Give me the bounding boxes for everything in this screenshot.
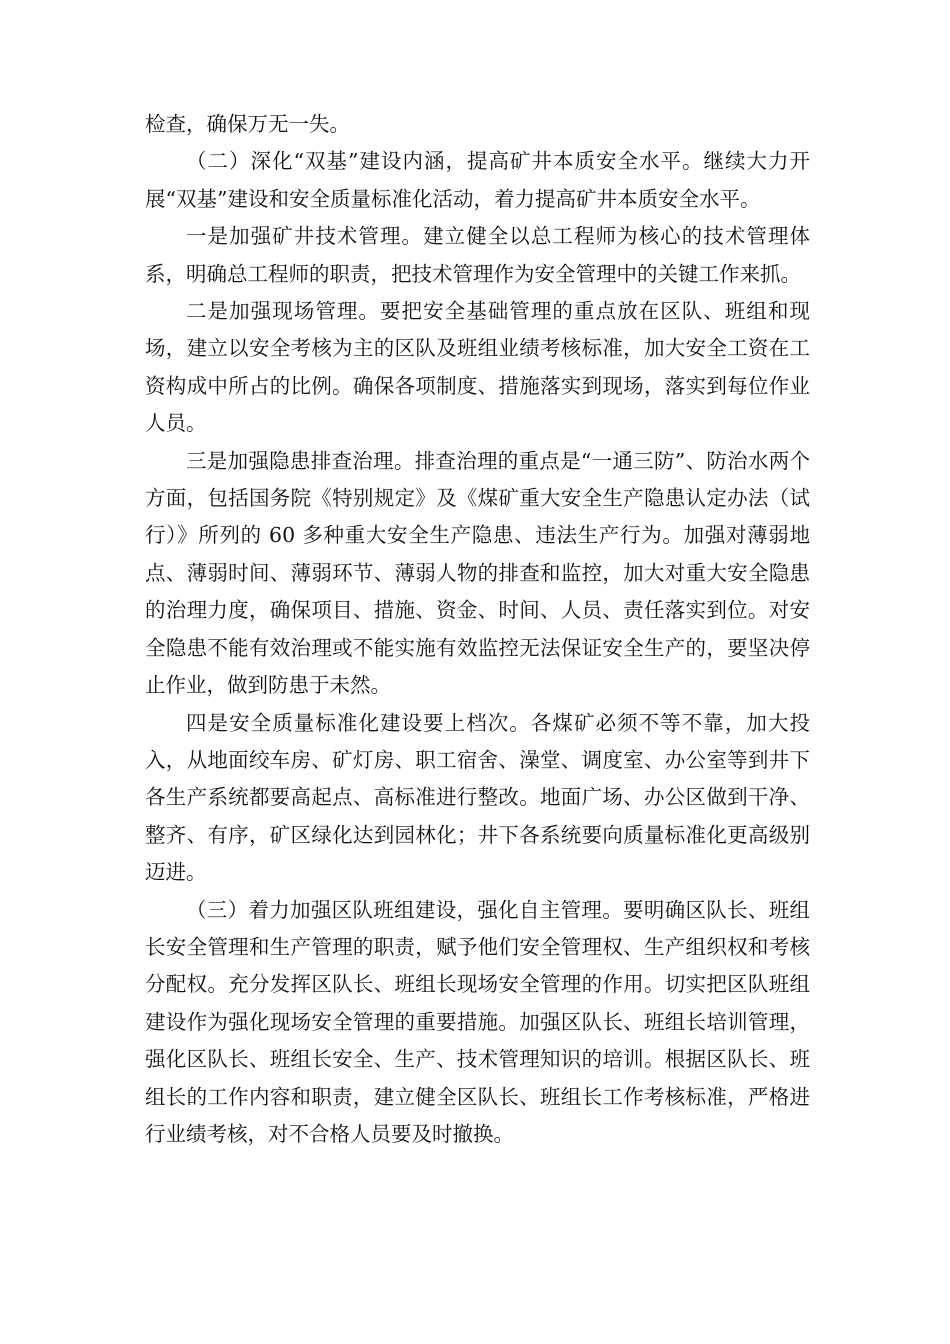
paragraph-item-three: 三是加强隐患排查治理。排查治理的重点是“一通三防”、防治水两个方面，包括国务院《特别规定》及《煤矿重大安全生产隐患认定办法（试行）》所列的 60 多种重大安全生产隐患、违法生产行为。加强对薄弱地点、薄弱时间、薄弱环节、薄弱人物的排查和监控，加大对重大安全隐患的治理力度，确保项目、措施、资金、时间、人员、责任落实到位。对安全隐患不能有效治理或不能实施有效监控无法保证安全生产的，要坚决停止作业，做到防患于未然。: [145, 448, 810, 698]
document-body: [145, 106, 810, 1153]
paragraph-item-one: 一是加强矿井技术管理。建立健全以总工程师为核心的技术管理体系，明确总工程师的职责，把技术管理作为安全管理中的关键工作来抓。: [145, 224, 810, 286]
paragraph-section-two: （二）深化“双基”建设内涵，提高矿井本质安全水平。继续大力开展“双基”建设和安全质量标准化活动，着力提高矿井本质安全水平。: [145, 149, 810, 211]
paragraph-continuation: 检查，确保万无一失。: [145, 112, 350, 136]
paragraph-item-four: 四是安全质量标准化建设要上档次。各煤矿必须不等不靠，加大投入，从地面绞车房、矿灯房、职工宿舍、澡堂、调度室、办公室等到井下各生产系统都要高起点、高标准进行整改。地面广场、办公区做到干净、整齐、有序，矿区绿化达到园林化；井下各系统要向质量标准化更高级别迈进。: [145, 710, 810, 885]
paragraph-item-two: 二是加强现场管理。要把安全基础管理的重点放在区队、班组和现场，建立以安全考核为主的区队及班组业绩考核标准，加大安全工资在工资构成中所占的比例。确保各项制度、措施落实到现场，落实到每位作业人员。: [145, 299, 810, 436]
paragraph-section-three: （三）着力加强区队班组建设，强化自主管理。要明确区队长、班组长安全管理和生产管理的职责，赋予他们安全管理权、生产组织权和考核分配权。充分发挥区队长、班组长现场安全管理的作用。切实把区队班组建设作为强化现场安全管理的重要措施。加强区队长、班组长培训管理，强化区队长、班组长安全、生产、技术管理知识的培训。根据区队长、班组长的工作内容和职责，建立健全区队长、班组长工作考核标准，严格进行业绩考核，对不合格人员要及时撤换。: [145, 897, 810, 1146]
